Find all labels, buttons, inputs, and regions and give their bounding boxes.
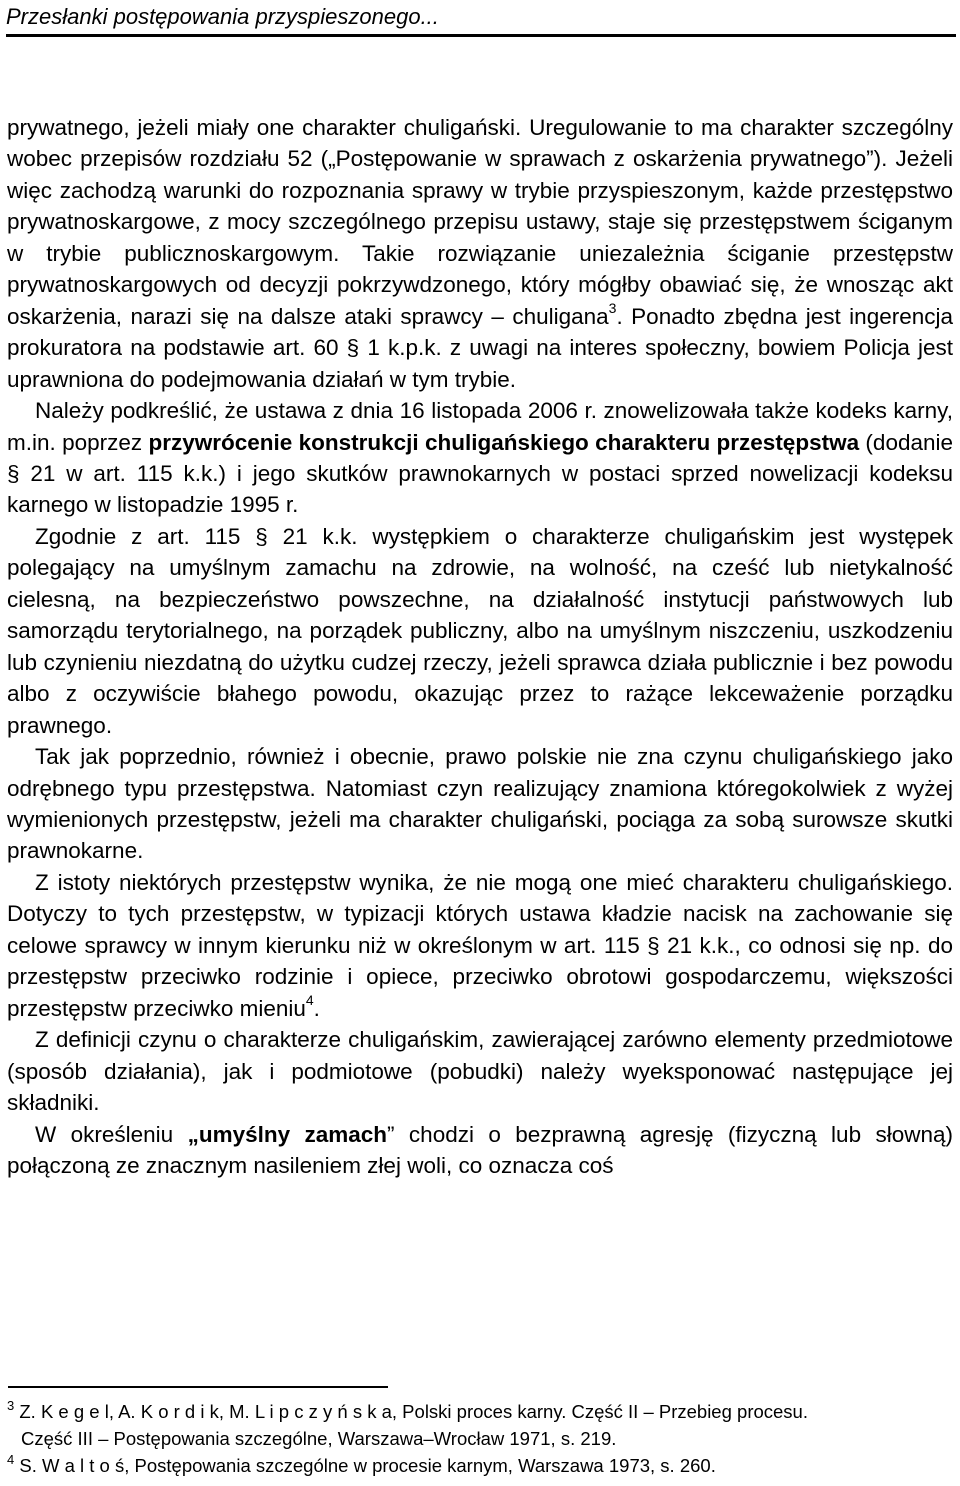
paragraph-2 (7, 395, 953, 521)
paragraph-5 (7, 867, 953, 1024)
paragraph-7-bold: „umyślny zamach (187, 1121, 388, 1147)
paragraph-4: Tak jak poprzednio, również i obecnie, prawo polskie nie zna czynu chuligańskiego jako odrębnego typu przestępstwa. Natomiast czyn realizujący znamiona któregokolwiek z wyżej wymienionych przestępstw, jeżeli ma charakter chuligański, pociąga za sobą surowsze skutki prawnokarne. (7, 744, 953, 864)
footnote-text: , Postępowania szczególne w procesie karnym, Warszawa 1973, s. 260. (124, 1455, 716, 1476)
main-text (7, 112, 953, 1181)
paragraph-6: Z definicji czynu o charakterze chuligańskim, zawierającej zarówno elementy przedmiotowe (sposób działania), jak i podmiotowe (pobudki) należy wyeksponować następujące jej składniki. (7, 1027, 953, 1116)
paragraph-2-text-before: Należy podkreślić, że ustawa z dnia 16 listopada 2006 r. znowelizowała także kodeks karny, m.in. poprzez (7, 398, 953, 455)
paragraph-5-text-after: . (313, 995, 320, 1021)
paragraph-1-text-after: . Ponadto zbędna jest ingerencja prokuratora na podstawie art. 60 § 1 k.p.k. z uwagi na interes społeczny, bowiem Policja jest uprawniona do podejmowania działań w tym trybie. (7, 303, 953, 392)
paragraph-7-text-before: W określeniu (35, 1121, 188, 1147)
paragraph-3: Zgodnie z art. 115 § 21 k.k. występkiem o charakterze chuligańskim jest występek polegający na umyślnym zamachu na zdrowie, na wolność, na cześć lub nietykalność cielesną, na bezpieczeństwo powszechne, na działalność instytucji państwowych lub samorządu terytorialnego, na porządek publiczny, albo na umyślnym niszczeniu, uszkodzeniu lub czynieniu niezdatną do użytku cudzej rzeczy, jeżeli sprawca działa publicznie i bez powodu albo z oczywiście błahego powodu, okazując przez to rażące lekceważenie porządku prawnego. (7, 523, 953, 738)
paragraph-1-text: prywatnego, jeżeli miały one charakter chuligański. Uregulowanie to ma charakter szczególny wobec przepisów rozdziału 52 („Postępowanie w sprawach z oskarżenia prywatnego”). Jeżeli więc zachodzą warunki do rozpoznania sprawy w trybie przyspieszonym, każde przestępstwo prywatnoskargowe, z mocy szczególnego przepisu ustawy, staje się przestępstwem ściganym w trybie publicznoskargowym. Takie rozwiązanie uniezależnia ściganie przestępstw prywatnoskargowych od decyzji pokrzywdzonego, który mógłby obawiać się, że wnosząc akt oskarżenia, narazi się na dalsze ataki sprawcy – chuligana (7, 115, 953, 329)
footnote-authors: Z. K e g e l, A. K o r d i k, M. L i p c z y ń s k a (19, 1401, 392, 1422)
footnote-3-continuation: Część III – Postępowania szczególne, Warszawa–Wrocław 1971, s. 219. (21, 1428, 617, 1449)
paragraph-5-text: Z istoty niektórych przestępstw wynika, że nie mogą one mieć charakteru chuligańskiego. Dotyczy to tych przestępstw, w typizacji których ustawa kładzie nacisk na zachowanie się celowe sprawcy w innym kierunku niż w określonym w art. 115 § 21 k.k., co odnosi się np. do przestępstw przeciwko rodzinie i opiece, przeciwko obrotowi gospodarczemu, większości przestępstw przeciwko mieniu (7, 869, 953, 1021)
footnote-text: , Polski proces karny. Część II – Przebieg procesu. (391, 1401, 808, 1422)
running-header (6, 4, 956, 37)
footnote-ref-4: 4 (305, 991, 314, 1008)
paragraph-1 (7, 112, 953, 395)
footnote-authors: S. W a l t o ś (19, 1455, 125, 1476)
footnote-number: 4 (7, 1452, 15, 1467)
footnote-4 (7, 1452, 953, 1479)
footnote-3 (7, 1398, 953, 1425)
paragraph-7-text-after: ” chodzi o bezprawną agresję (fizyczną lub słowną) połączoną ze znacznym nasileniem złej woli, co oznacza coś (7, 1121, 954, 1178)
running-header-title: Przesłanki postępowania przyspieszonego... (6, 4, 439, 29)
footnote-separator (8, 1386, 388, 1388)
paragraph-7 (7, 1119, 953, 1182)
paragraph-2-bold: przywrócenie konstrukcji chuligańskiego charakteru przestępstwa (148, 429, 860, 455)
paragraph-2-text-after: (dodanie § 21 w art. 115 k.k.) i jego skutków prawnokarnych w postaci sprzed nowelizacji kodeksu karnego w listopadzie 1995 r. (7, 429, 954, 518)
footnotes (7, 1398, 953, 1479)
footnote-number: 3 (7, 1398, 15, 1413)
footnote-ref-3: 3 (608, 299, 617, 316)
